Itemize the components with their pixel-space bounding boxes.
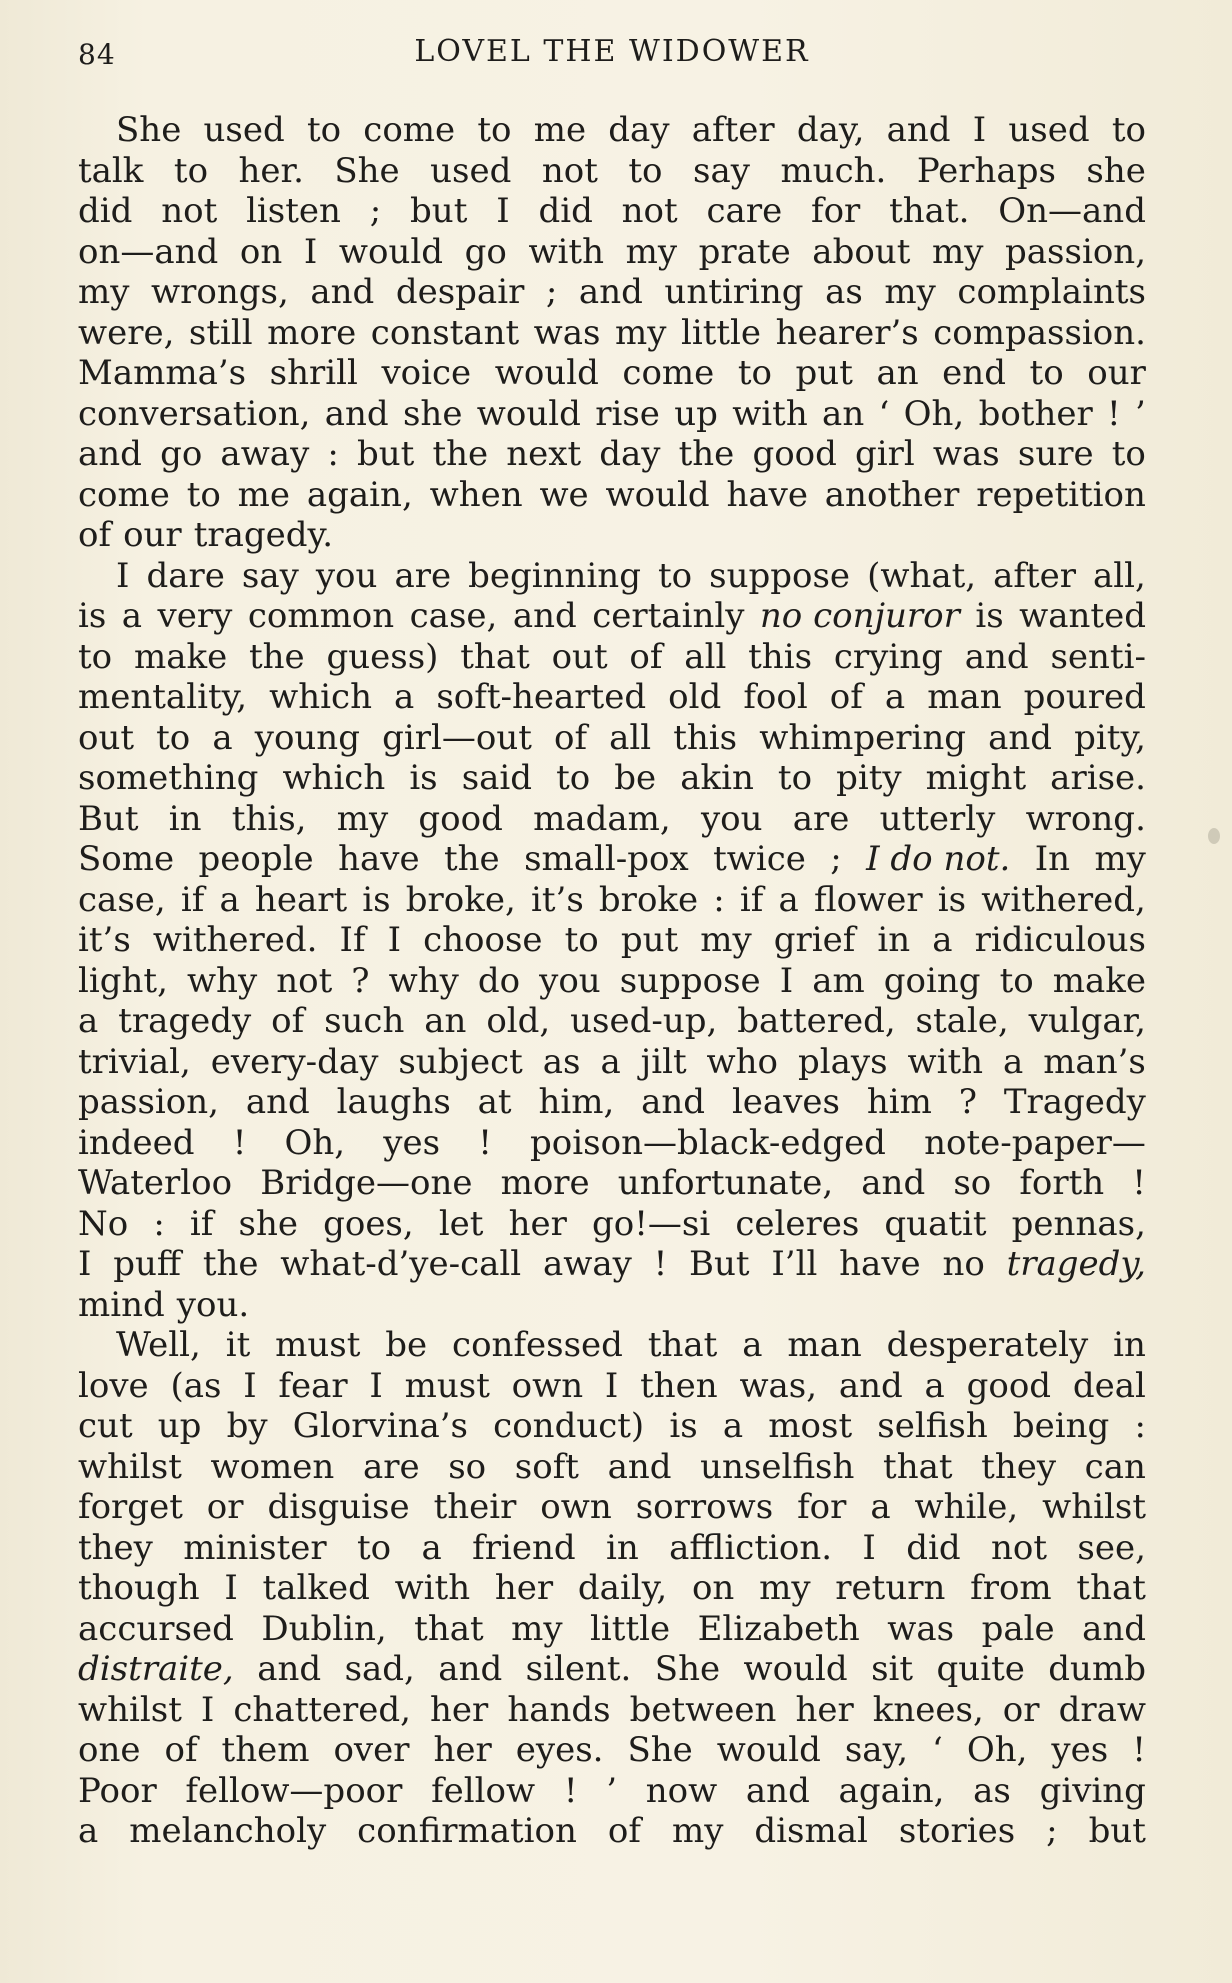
text-line: No : if she goes, let her go!—si celeres quatit pennas, [78,1203,1146,1244]
text-line: love (as I fear I must own I then was, and a good deal [78,1365,1146,1406]
text-line: were, still more constant was my little hearer’s compassion. [78,312,1146,353]
text-line: a tragedy of such an old, used-up, battered, stale, vulgar, [78,1001,1146,1041]
page-blemish [1208,828,1220,844]
text-line: to make the guess) that out of all this crying and senti- [78,636,1146,677]
text-line: did not listen ; but I did not care for that. On—and [78,191,1146,231]
text-line: Poor fellow—poor fellow ! ’ now and again, as giving [78,1770,1146,1811]
text-line: one of them over her eyes. She would say, ‘ Oh, yes ! [78,1730,1146,1770]
text-line: distraite, and sad, and silent. She would sit quite dumb [78,1649,1146,1689]
text-line: Well, it must be confessed that a man desperately in [116,1325,1146,1365]
text-line: is a very common case, and certainly no conjuror is wanted [78,596,1146,636]
text-line: Waterloo Bridge—one more unfortunate, and so forth ! [78,1163,1146,1203]
body-text [78,110,1146,1852]
text-line: cut up by Glorvina’s conduct) is a most selfish being : [78,1406,1146,1446]
text-line: on—and on I would go with my prate about my passion, [78,231,1146,272]
text-line: and go away : but the next day the good girl was sure to [78,434,1146,474]
text-line: though I talked with her daily, on my return from that [78,1568,1146,1608]
text-line: Mamma’s shrill voice would come to put an end to our [78,353,1146,393]
running-header [78,34,1146,78]
text-line: my wrongs, and despair ; and untiring as my complaints [78,272,1146,312]
text-line: it’s withered. If I choose to put my grief in a ridiculous [78,920,1146,960]
running-title: LOVEL THE WIDOWER [414,34,810,69]
text-line: accursed Dublin, that my little Elizabeth was pale and [78,1608,1146,1649]
text-line: mentality, which a soft-hearted old fool of a man poured [78,677,1146,717]
text-line: talk to her. She used not to say much. Perhaps she [78,150,1146,191]
text-line: But in this, my good madam, you are utterly wrong. [78,798,1146,839]
text-line: Some people have the small-pox twice ; I do not. In my [78,839,1146,879]
text-line: come to me again, when we would have another repetition [78,474,1146,515]
text-line: of our tragedy. [78,515,334,555]
text-line: conversation, and she would rise up with an ‘ Oh, bother ! ’ [78,393,1146,434]
text-line: forget or disguise their own sorrows for a while, whilst [78,1487,1146,1527]
text-line: a melancholy confirmation of my dismal stories ; but [78,1811,1146,1851]
text-line: trivial, every-day subject as a jilt who plays with a man’s [78,1041,1146,1082]
text-line: case, if a heart is broke, it’s broke : if a flower is withered, [78,879,1146,920]
text-line: something which is said to be akin to pity might arise. [78,758,1146,798]
text-line: I dare say you are beginning to suppose (what, after all, [116,555,1146,596]
page-number: 84 [78,38,116,71]
text-line: indeed ! Oh, yes ! poison—black-edged note-paper— [78,1122,1146,1163]
text-line: mind you. [78,1284,250,1325]
text-line: She used to come to me day after day, and I used to [116,110,1146,150]
text-line: passion, and laughs at him, and leaves him ? Tragedy [78,1082,1146,1122]
text-line: whilst I chattered, her hands between her knees, or draw [78,1689,1146,1730]
text-line: I puff the what-d’ye-call away ! But I’ll have no tragedy, [78,1244,1146,1284]
text-line: out to a young girl—out of all this whimpering and pity, [78,717,1146,758]
text-line: light, why not ? why do you suppose I am going to make [78,960,1146,1001]
text-line: whilst women are so soft and unselfish that they can [78,1446,1146,1487]
text-line: they minister to a friend in affliction. I did not see, [78,1527,1146,1568]
